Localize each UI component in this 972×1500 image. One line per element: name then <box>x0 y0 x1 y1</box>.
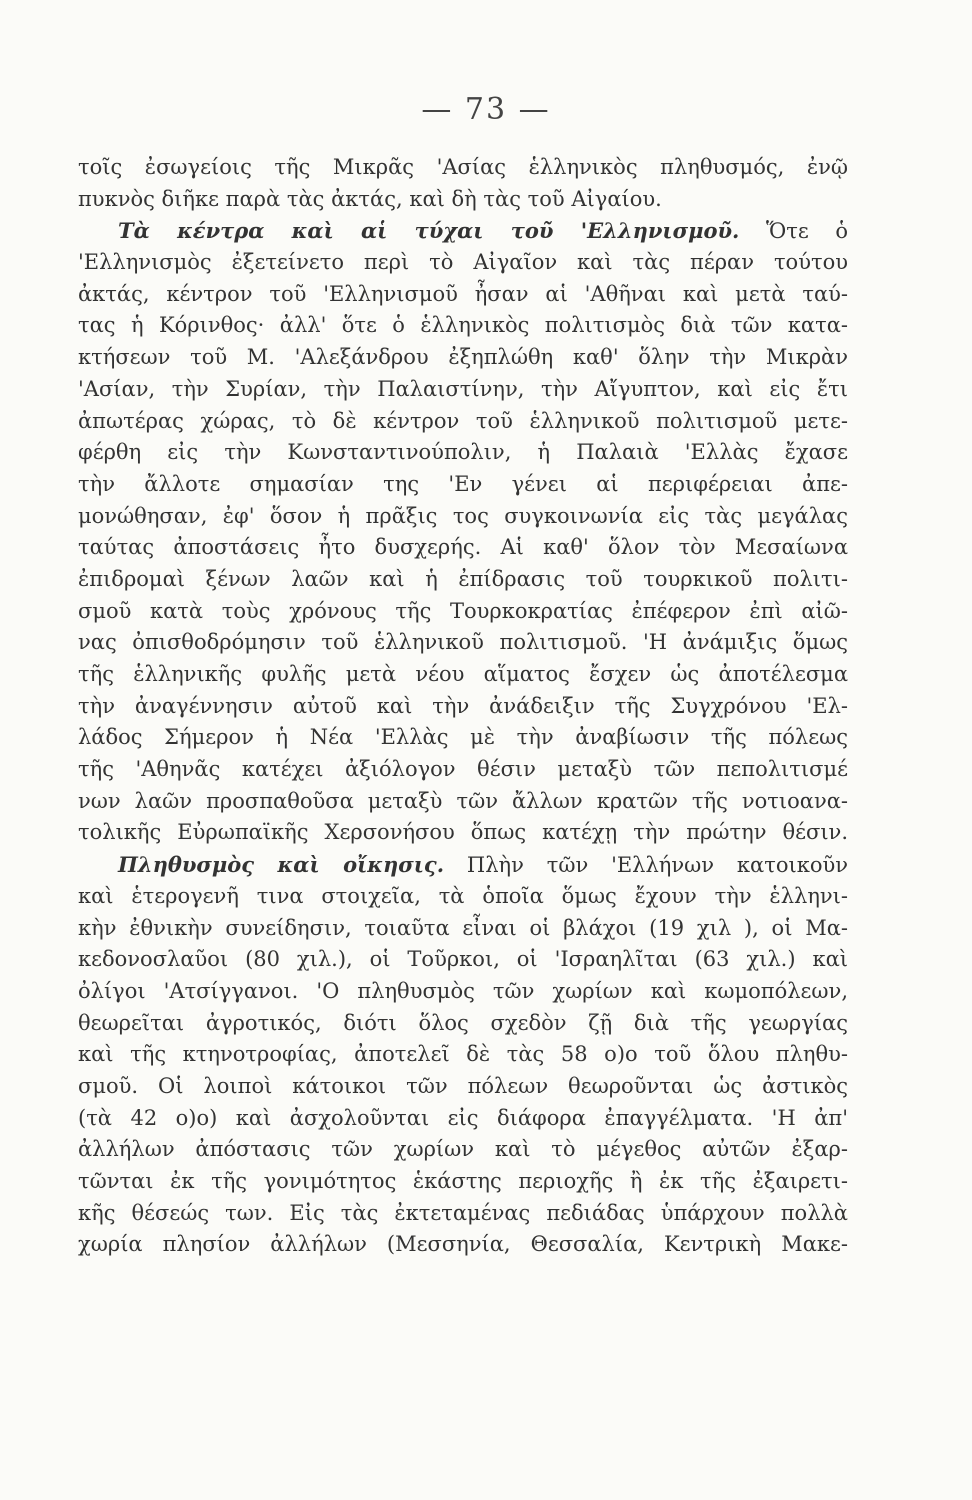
text-line <box>78 596 848 628</box>
text-line <box>78 659 848 691</box>
text-line <box>78 152 848 184</box>
text-line <box>78 469 848 501</box>
line-text: κεδονοσλαῦοι (80 χιλ.), οἱ Τοῦρκοι, οἱ 'Ισραηλῖται (63 χιλ.) καὶ <box>78 947 848 972</box>
text-line <box>78 1103 848 1135</box>
text-line <box>78 279 848 311</box>
text-line <box>78 849 848 881</box>
text-line <box>78 786 848 818</box>
section-heading: Πληθυσμὸς καὶ οἴκησις. <box>118 852 445 878</box>
text-line <box>78 1134 848 1166</box>
line-text: χωρία πλησίον ἀλλήλων (Μεσσηνία, Θεσσαλία, Κεντρικὴ Μακε- <box>78 1232 848 1257</box>
line-text: καὶ τῆς κτηνοτροφίας, ἀποτελεῖ δὲ τὰς 58 ο)ο τοῦ ὅλου πληθυ- <box>78 1042 848 1067</box>
line-text: θεωρεῖται ἀγροτικός, διότι ὅλος σχεδὸν ζῇ διὰ τῆς γεωργίας <box>78 1010 848 1035</box>
text-line <box>78 215 848 247</box>
line-text: νας ὀπισθοδρόμησιν τοῦ ἑλληνικοῦ πολιτισμοῦ. 'Η ἀνάμιξις ὅμως <box>78 630 848 655</box>
body-text <box>78 152 848 1261</box>
line-text: τολικῆς Εὐρωπαϊκῆς Χερσονήσου ὅπως κατέχῃ τὴν πρώτην θέσιν. <box>78 820 848 845</box>
line-text: ἐπιδρομαὶ ξένων λαῶν καὶ ἡ ἐπίδρασις τοῦ τουρκικοῦ πολιτι- <box>78 566 848 591</box>
text-line <box>78 532 848 564</box>
line-text: ὀλίγοι 'Ατσίγγανοι. 'Ο πληθυσμὸς τῶν χωρίων καὶ κωμοπόλεων, <box>78 978 848 1003</box>
text-line <box>78 310 848 342</box>
text-line <box>78 1039 848 1071</box>
text-line <box>78 913 848 945</box>
text-line <box>78 817 848 849</box>
line-text: (τὰ 42 ο)ο) καὶ ἀσχολοῦνται εἰς διάφορα ἐπαγγέλματα. 'Η ἀπ' <box>78 1105 848 1130</box>
line-text: λάδος Σήμερον ἡ Νέα 'Ελλὰς μὲ τὴν ἀναβίωσιν τῆς πόλεως <box>78 725 848 750</box>
line-text: Ὅτε ὁ <box>739 219 848 244</box>
line-text: κὴν ἐθνικὴν συνείδησιν, τοιαῦτα εἶναι οἱ βλάχοι (19 χιλ ), οἱ Μα- <box>78 915 848 940</box>
text-line <box>78 691 848 723</box>
text-line <box>78 1166 848 1198</box>
line-text: πυκνὸς διῆκε παρὰ τὰς ἀκτάς, καὶ δὴ τὰς τοῦ Αἰγαίου. <box>78 186 662 211</box>
text-line <box>78 564 848 596</box>
line-text: σμοῦ κατὰ τοὺς χρόνους τῆς Τουρκοκρατίας ἐπέφερον ἐπὶ αἰῶ- <box>78 598 848 623</box>
text-line <box>78 944 848 976</box>
text-line <box>78 406 848 438</box>
text-line <box>78 627 848 659</box>
text-line <box>78 976 848 1008</box>
line-text: φέρθη εἰς τὴν Κωνσταντινούπολιν, ἡ Παλαιὰ 'Ελλὰς ἔχασε <box>78 440 848 465</box>
text-line <box>78 754 848 786</box>
text-line <box>78 184 848 216</box>
line-text: τῶνται ἐκ τῆς γονιμότητος ἑκάστης περιοχῆς ἢ ἐκ τῆς ἐξαιρετι- <box>78 1169 848 1193</box>
text-line <box>78 1008 848 1040</box>
text-line <box>78 374 848 406</box>
section-heading: Τὰ κέντρα καὶ αἱ τύχαι τοῦ 'Ελληνισμοῦ. <box>118 218 740 244</box>
line-text: νων λαῶν προσπαθοῦσα μεταξὺ τῶν ἄλλων κρατῶν τῆς νοτιοανα- <box>78 788 848 813</box>
text-line <box>78 342 848 374</box>
line-text: ἀκτάς, κέντρον τοῦ 'Ελληνισμοῦ ἦσαν αἱ 'Αθῆναι καὶ μετὰ ταύ- <box>78 281 848 306</box>
line-text: ταύτας ἀποστάσεις ἦτο δυσχερής. Αἱ καθ' ὅλον τὸν Μεσαίωνα <box>78 535 848 560</box>
line-text: τὴν ἀναγέννησιν αὐτοῦ καὶ τὴν ἀνάδειξιν τῆς Συγχρόνου 'Ελ- <box>78 693 848 718</box>
text-line <box>78 247 848 279</box>
line-text: τοῖς ἐσωγείοις τῆς Μικρᾶς 'Ασίας ἑλληνικὸς πληθυσμός, ἐνῷ <box>78 155 848 179</box>
line-text: καὶ ἑτερογενῆ τινα στοιχεῖα, τὰ ὁποῖα ὅμως ἔχουν τὴν ἑλληνι- <box>78 883 848 908</box>
text-line <box>78 722 848 754</box>
line-text: τὴν ἄλλοτε σημασίαν της 'Εν γένει αἱ περιφέρειαι ἀπε- <box>78 471 848 496</box>
text-line <box>78 881 848 913</box>
text-line <box>78 437 848 469</box>
text-line <box>78 1229 848 1261</box>
line-text: τῆς 'Αθηνᾶς κατέχει ἀξιόλογον θέσιν μεταξὺ τῶν πεπολιτισμέ <box>78 757 848 782</box>
line-text: κτήσεων τοῦ Μ. 'Αλεξάνδρου ἐξηπλώθη καθ' ὅλην τὴν Μικρὰν <box>78 345 848 370</box>
line-text: Πλὴν τῶν 'Ελλήνων κατοικοῦν <box>444 853 848 878</box>
line-text: κῆς θέσεώς των. Εἰς τὰς ἐκτεταμένας πεδιάδας ὑπάρχουν πολλὰ <box>78 1200 848 1225</box>
line-text: τῆς ἑλληνικῆς φυλῆς μετὰ νέου αἵματος ἔσχεν ὡς ἀποτέλεσμα <box>78 662 848 686</box>
line-text: μονώθησαν, ἐφ' ὅσον ἡ πρᾶξις τος συγκοινωνία εἰς τὰς μεγάλας <box>78 503 848 528</box>
line-text: 'Ασίαν, τὴν Συρίαν, τὴν Παλαιστίνην, τὴν Αἴγυπτον, καὶ εἰς ἔτι <box>78 376 848 401</box>
line-text: 'Ελληνισμὸς ἐξετείνετο περὶ τὸ Αἰγαῖον καὶ τὰς πέραν τούτου <box>78 250 848 275</box>
line-text: τας ἡ Κόρινθος· ἀλλ' ὅτε ὁ ἑλληνικὸς πολιτισμὸς διὰ τῶν κατα- <box>78 313 848 338</box>
line-text: σμοῦ. Οἱ λοιποὶ κάτοικοι τῶν πόλεων θεωροῦνται ὡς ἀστικὸς <box>78 1073 848 1098</box>
page-number: — 73 — <box>421 92 551 127</box>
line-text: ἀλλήλων ἀπόστασις τῶν χωρίων καὶ τὸ μέγεθος αὐτῶν ἐξαρ- <box>78 1137 848 1162</box>
line-text: ἀπωτέρας χώρας, τὸ δὲ κέντρον τοῦ ἑλληνικοῦ πολιτισμοῦ μετε- <box>78 408 848 433</box>
text-line <box>78 501 848 533</box>
text-line <box>78 1071 848 1103</box>
text-line <box>78 1198 848 1230</box>
